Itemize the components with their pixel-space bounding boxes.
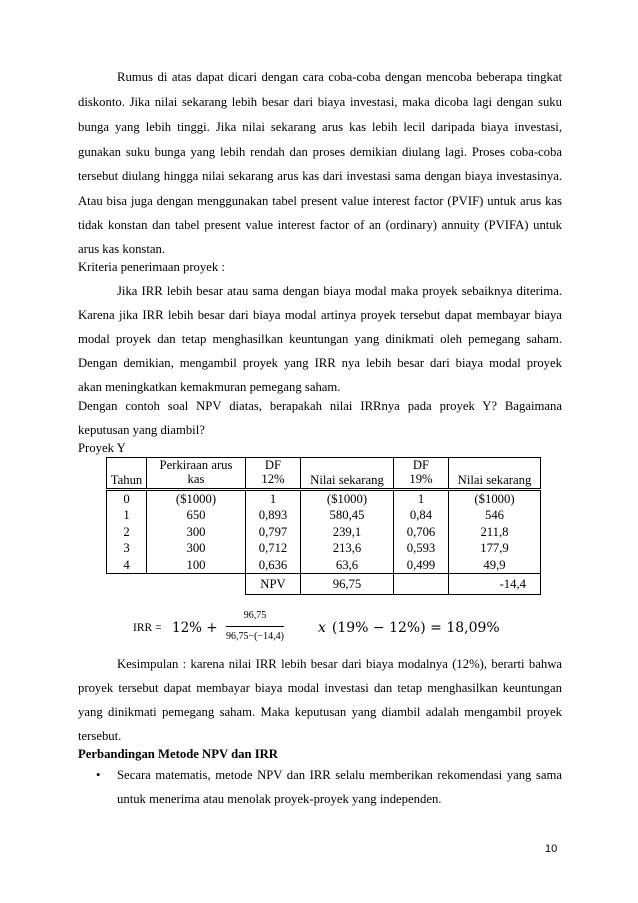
header-label: 12% [261, 472, 285, 486]
text-line: modal proyek dan tetap menghasilkan keuntungan yang dinikmati oleh pemegang saham. [78, 332, 562, 346]
text-line: tersebut diulang hingga nilai sekarang arus kas dari investasi sama dengan biaya investasinya. [78, 169, 562, 183]
proyek-y-table [106, 457, 541, 595]
npv-label: NPV [246, 574, 301, 595]
header-df-12 [246, 458, 301, 490]
text-line: proyek tersebut dapat membayar biaya modal investasi dan tetap menghasilkan keuntungan [78, 681, 562, 695]
table-cell-value: 177,9 [480, 541, 509, 556]
fraction-numerator: 96,75 [243, 610, 267, 621]
text-line: diskonto. Jika nilai sekarang lebih besar dari biaya investasi, maka dicoba lagi dengan suku [78, 95, 562, 109]
table-cell-value: 213,6 [332, 541, 362, 556]
formula-result: (19% − 12%) = 18,09% [331, 620, 500, 636]
section-heading: Perbandingan Metode NPV dan IRR [78, 747, 278, 761]
table-header-row [107, 458, 541, 490]
table-cell-value: 300 [186, 524, 206, 539]
header-label: 19% [409, 472, 433, 486]
table-cell-value: 100 [186, 557, 206, 572]
column-df-12 [246, 490, 301, 574]
table-cell-value: 49,9 [483, 557, 506, 572]
table-cell-value: 650 [186, 508, 206, 523]
formula-label: IRR = [133, 622, 162, 634]
formula-base-term: 12% + [172, 620, 218, 636]
bullet-icon: • [96, 768, 101, 782]
text-line: Atau bisa juga dengan menggunakan tabel present value interest factor (PVIF) untuk arus kas [78, 194, 562, 208]
table-cell-value: ($1000) [326, 492, 368, 506]
list-item-line: untuk menerima atau menolak proyek-proyek yang independen. [117, 792, 442, 806]
table-body-row [107, 490, 541, 574]
npv-row [107, 574, 541, 595]
header-nilai-sekarang-19 [449, 458, 541, 490]
text-line: Dengan demikian, mengambil proyek yang IRR nya lebih besar dari biaya modal proyek [78, 356, 562, 370]
table-cell-value: 580,45 [329, 508, 365, 523]
text-line: Kesimpulan : karena nilai IRR lebih besar dari biaya modalnya (12%), berarti bahwa [117, 657, 562, 671]
table-cell-value: 3 [123, 541, 130, 556]
header-label: Perkiraan arus [159, 458, 233, 472]
table-cell-value: 211,8 [480, 524, 509, 539]
table-cell-value: 1 [123, 508, 130, 523]
header-label: Tahun [110, 473, 143, 487]
text-line: keputusan yang diambil? [78, 423, 205, 437]
fraction-denominator: 96,75−(−14,4) [226, 631, 284, 642]
table-cell-value: 0 [123, 492, 130, 506]
text-line: gunakan suku bunga yang lebih rendah dan proses demikian diulang lagi. Proses coba-coba [78, 145, 562, 159]
table-cell-value: 0,499 [406, 557, 436, 572]
table-cell-value: 1 [417, 492, 425, 506]
column-perkiraan-arus-kas [147, 490, 246, 574]
table-cell-value: 0,712 [258, 541, 288, 556]
table-cell-value: 0,893 [258, 508, 288, 523]
header-label: DF [264, 458, 282, 472]
table-cell-value: 300 [186, 541, 206, 556]
npv-at-19-value: -14,4 [449, 574, 541, 595]
text-line: Jika IRR lebih besar atau sama dengan biaya modal maka proyek sebaiknya diterima. [117, 284, 562, 298]
header-label: DF [412, 458, 430, 472]
table-cell-value: ($1000) [175, 492, 217, 506]
page-number: 10 [545, 843, 558, 855]
text-line: akan meningkatkan kemakmuran pemegang saham. [78, 380, 341, 394]
column-tahun [107, 490, 147, 574]
table-cell-value: 0,636 [258, 557, 288, 572]
text-line: bunga yang lebih tinggi. Jika nilai sekarang arus kas lebih lecil daripada biaya investasi, [78, 120, 562, 134]
formula-rest [318, 618, 500, 638]
text-line: yang dinikmati pemegang saham. Maka keputusan yang diambil adalah mengambil proyek [78, 705, 562, 719]
text-line: tersebut. [78, 729, 122, 743]
text-line: Karena jika IRR lebih besar dari biaya modal artinya proyek tersebut dapat membayar biaya [78, 308, 562, 322]
table-cell-value: 4 [123, 557, 130, 572]
formula-multiply-symbol: x [318, 620, 326, 636]
text-line: Rumus di atas dapat dicari dengan cara coba-coba dengan mencoba beberapa tingkat [117, 70, 562, 84]
npv-row-empty-cell [147, 574, 246, 595]
table-cell-value: 2 [123, 524, 130, 539]
table-cell-value: 1 [269, 492, 277, 506]
npv-at-12-value: 96,75 [301, 574, 394, 595]
table-cell-value: 63,6 [335, 557, 359, 572]
column-nilai-sekarang-19 [449, 490, 541, 574]
header-label: Nilai sekarang [457, 473, 532, 487]
table-cell-value: 546 [484, 508, 505, 523]
fraction-bar [226, 626, 284, 627]
column-df-19 [394, 490, 449, 574]
header-tahun [107, 458, 147, 490]
header-label: Nilai sekarang [310, 473, 384, 487]
text-line: Dengan contoh soal NPV diatas, berapakah nilai IRRnya pada proyek Y? Bagaimana [78, 399, 562, 413]
header-perkiraan-arus-kas [147, 458, 246, 490]
list-item-line: Secara matematis, metode NPV dan IRR selalu memberikan rekomendasi yang sama [117, 768, 562, 782]
text-line: tidak konstan dan tabel present value interest factor of an (ordinary) annuity (PVIFA) untuk [78, 218, 562, 232]
table-cell-value: 0,84 [409, 508, 433, 523]
header-label: kas [187, 472, 205, 486]
header-df-19 [394, 458, 449, 490]
npv-row-empty-cell [107, 574, 147, 595]
text-line: arus kas konstan. [78, 242, 166, 256]
formula-fraction [226, 609, 284, 644]
header-nilai-sekarang-12 [301, 458, 394, 490]
table-cell-value: ($1000) [474, 492, 515, 506]
table-caption: Proyek Y [78, 441, 126, 455]
table-cell-value: 239,1 [332, 524, 362, 539]
table-cell-value: 0,593 [406, 541, 436, 556]
table-cell-value: 0,797 [258, 524, 288, 539]
table-cell-value: 0,706 [406, 524, 436, 539]
criteria-heading: Kriteria penerimaan proyek : [78, 260, 225, 274]
npv-row-empty-cell [394, 574, 449, 595]
column-nilai-sekarang-12 [301, 490, 394, 574]
